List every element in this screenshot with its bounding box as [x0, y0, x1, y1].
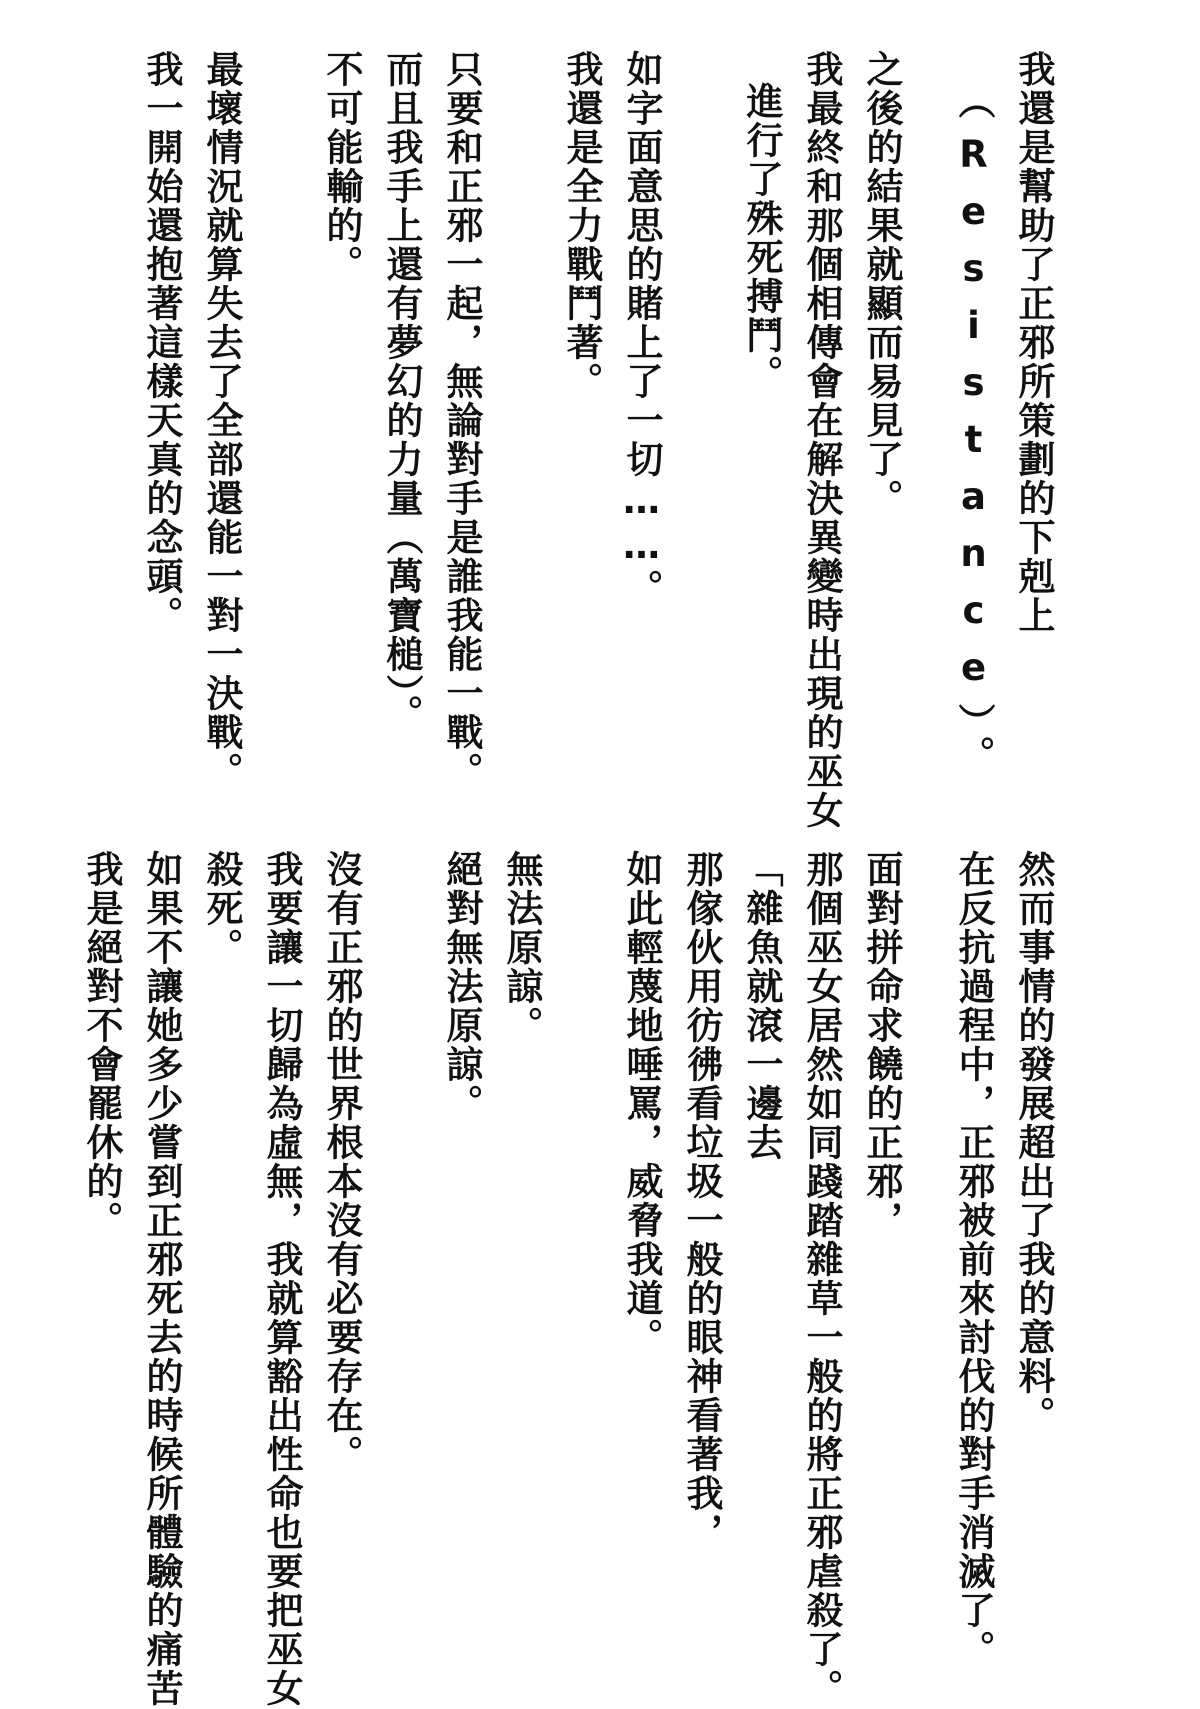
text-line: 之後的結果就顯而易見了。	[860, 50, 903, 518]
text-line: 如字面意思的賭上了一切……。	[620, 50, 663, 608]
text-line: 殺死。	[200, 850, 243, 967]
text-line: 我還是幫助了正邪所策劃的下剋上	[1012, 50, 1055, 635]
text-line: 那個巫女居然如同踐踏雜草一般的將正邪虐殺了。	[800, 850, 843, 1708]
text-line: 而且我手上還有夢幻的力量（萬寶槌）。	[380, 50, 423, 734]
text-line: 我還是全力戰鬥著。	[560, 50, 603, 401]
text-line: （Resistance）。	[952, 82, 995, 787]
text-line: 絕對無法原諒。	[440, 850, 483, 1123]
text-line: 我要讓一切歸為虛無，我就算豁出性命也要把巫女	[260, 850, 303, 1708]
text-line: 如此輕蔑地唾罵，威脅我道。	[620, 850, 663, 1357]
text-line: 進行了殊死搏鬥。	[740, 82, 783, 394]
text-line: 我一開始還抱著這樣天真的念頭。	[140, 50, 183, 635]
text-line: 最壞情況就算失去了全部還能一對一決戰。	[200, 50, 243, 791]
text-line: 我最終和那個相傳會在解決異變時出現的巫女	[800, 50, 843, 830]
text-line: 然而事情的發展超出了我的意料。	[1012, 850, 1055, 1435]
text-line: 如果不讓她多少嘗到正邪死去的時候所體驗的痛苦	[140, 850, 183, 1708]
text-line: 在反抗過程中，正邪被前來討伐的對手消滅了。	[952, 850, 995, 1669]
text-line: 沒有正邪的世界根本沒有必要存在。	[320, 850, 363, 1474]
text-line: 不可能輸的。	[320, 50, 363, 284]
text-line: 我是絕對不會罷休的。	[80, 850, 123, 1240]
text-line: 那傢伙用彷彿看垃圾一般的眼神看著我，	[680, 850, 723, 1552]
text-line: 面對拼命求饒的正邪，	[860, 850, 903, 1240]
text-line: 只要和正邪一起，無論對手是誰我能一戰。	[440, 50, 483, 791]
text-line: 無法原諒。	[500, 850, 543, 1045]
text-line: 「雜魚就滾一邊去	[740, 850, 783, 1162]
